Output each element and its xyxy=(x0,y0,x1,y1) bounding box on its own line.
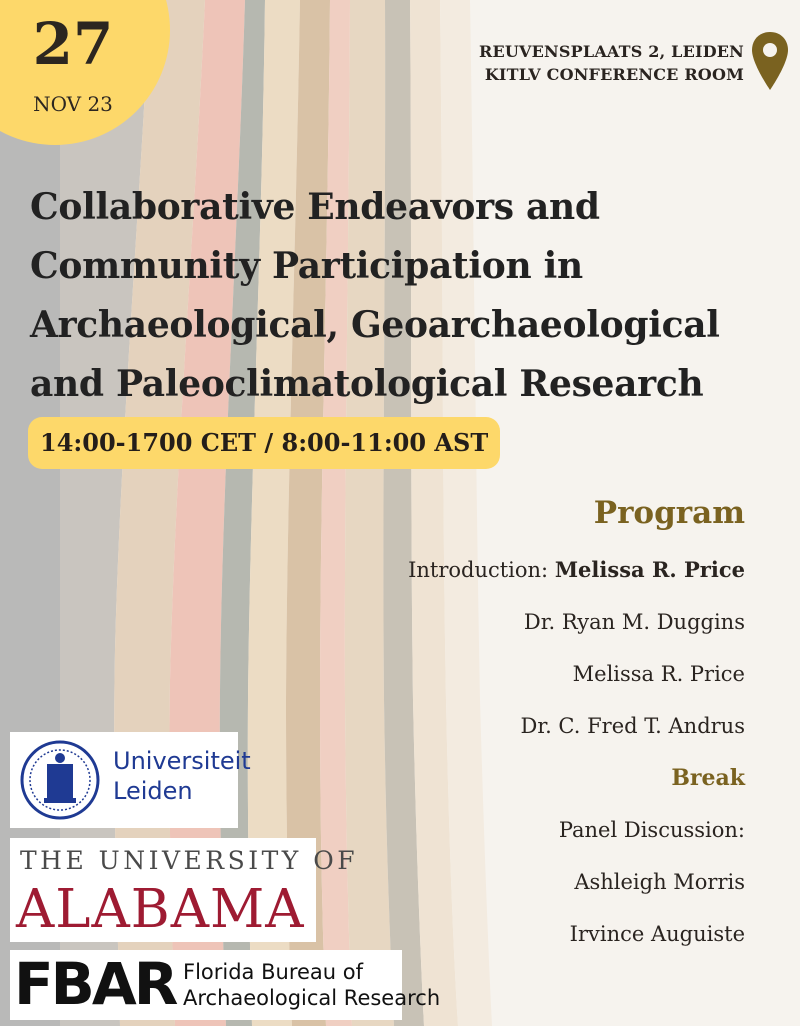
leiden-seal-icon xyxy=(20,740,100,820)
program-panelist-2: Irvince Auguiste xyxy=(569,922,745,946)
program-break: Break xyxy=(671,765,745,791)
university-of-alabama-logo xyxy=(10,838,359,942)
venue-line-2: KITLV CONFERENCE ROOM xyxy=(484,65,744,84)
leiden-line-1: Universiteit xyxy=(113,747,251,775)
fbar-logo xyxy=(10,950,441,1020)
title-line-3: Archaeological, Geoarchaeological xyxy=(30,304,720,346)
title-line-2: Community Participation in xyxy=(30,245,583,287)
leiden-wordmark xyxy=(113,746,251,806)
location-pin-icon xyxy=(750,30,790,94)
fbar-name xyxy=(183,959,440,1011)
program-list xyxy=(408,490,745,960)
program-panelist-1: Ashleigh Morris xyxy=(574,870,745,894)
title-line-4: and Paleoclimatological Research xyxy=(30,363,704,405)
program-speaker-3: Dr. C. Fred T. Andrus xyxy=(520,714,745,738)
leiden-university-logo xyxy=(10,732,251,828)
event-day: 27 xyxy=(32,10,114,78)
title-line-1: Collaborative Endeavors and xyxy=(30,186,600,228)
intro-speaker: Melissa R. Price xyxy=(554,557,745,582)
event-time: 14:00-1700 CET / 8:00-11:00 AST xyxy=(28,417,500,469)
event-month: NOV 23 xyxy=(33,92,113,116)
alabama-top-text: THE UNIVERSITY OF xyxy=(20,846,359,875)
fbar-line-1: Florida Bureau of xyxy=(183,960,364,984)
venue-line-1: REUVENSPLAATS 2, LEIDEN xyxy=(479,42,744,61)
program-heading: Program xyxy=(593,495,745,531)
program-speaker-1: Dr. Ryan M. Duggins xyxy=(523,610,745,634)
program-speaker-2: Melissa R. Price xyxy=(572,662,745,686)
event-title xyxy=(30,178,770,414)
fbar-line-2: Archaeological Research xyxy=(183,986,441,1010)
program-intro xyxy=(408,544,745,596)
program-panel-label: Panel Discussion: xyxy=(558,818,745,842)
intro-label: Introduction: xyxy=(408,558,555,582)
alabama-wordmark: ALABAMA xyxy=(16,879,305,940)
venue-address xyxy=(479,40,744,86)
leiden-line-2: Leiden xyxy=(113,777,193,805)
fbar-mark: FBAR xyxy=(14,950,176,1018)
